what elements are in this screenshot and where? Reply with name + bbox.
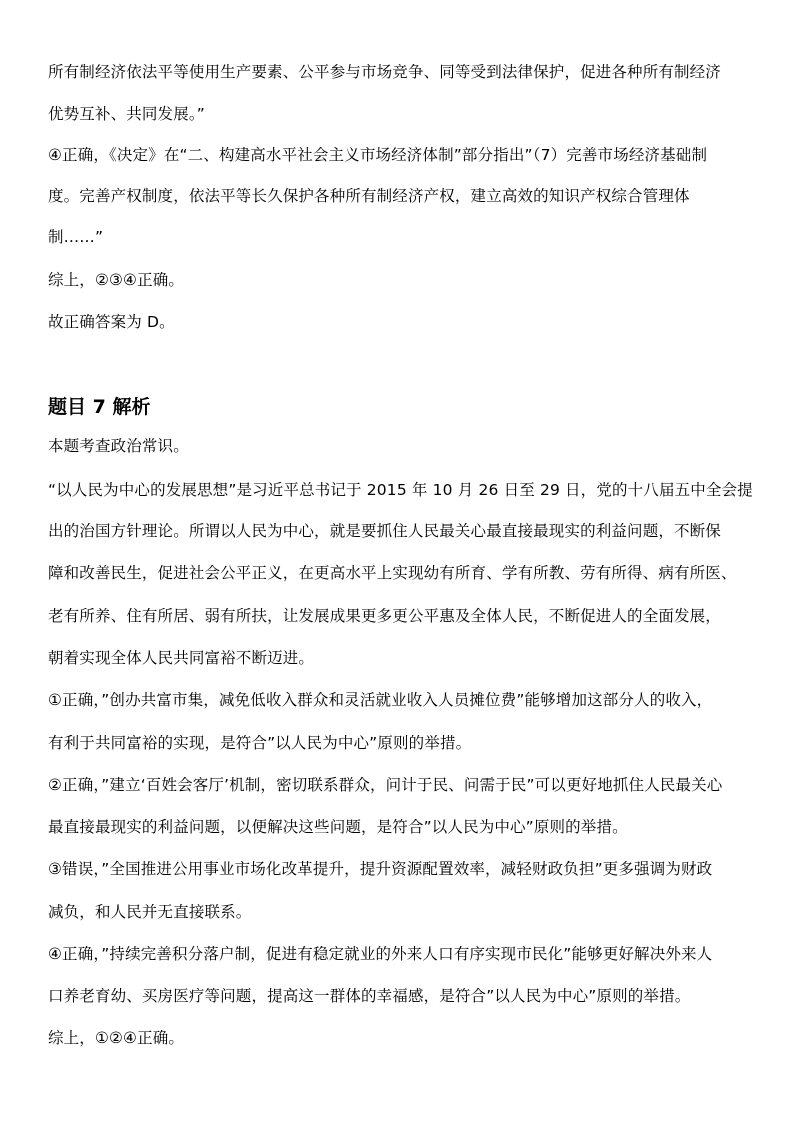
paragraph-line: 优势互补、共同发展。”: [48, 105, 205, 123]
paragraph-line: “以人民为中心的发展思想”是习近平总书记于 2015 年 10 月 26 日至 29 日，党的十八届五中全会提: [48, 481, 753, 499]
paragraph-line: ①正确，”创办共富市集，减免低收入群众和灵活就业收入人员摊位费”能够增加这部分人的收入，: [48, 691, 713, 709]
paragraph-line: 朝着实现全体人民共同富裕不断迈进。: [48, 649, 315, 667]
paragraph-line: 度。完善产权制度，依法平等长久保护各种所有制经济产权，建立高效的知识产权综合管理体: [48, 187, 690, 205]
paragraph-line: ②正确，”建立‘百姓会客厅’机制，密切联系群众，问计于民、问需于民”可以更好地抓住人民最关心: [48, 776, 723, 794]
paragraph-line: 综上，①②④正确。: [48, 1029, 185, 1047]
answer-line: 故正确答案为 D。: [48, 313, 175, 331]
paragraph-line: 本题考查政治常识。: [48, 437, 189, 455]
paragraph-line: 减负，和人民并无直接联系。: [48, 903, 252, 921]
paragraph-line: 制……”: [48, 228, 104, 246]
paragraph-line: 综上，②③④正确。: [48, 271, 185, 289]
paragraph-line: 老有所养、住有所居、弱有所扶，让发展成果更多更公平惠及全体人民，不断促进人的全面发展，: [48, 607, 721, 625]
paragraph-line: ③错误，”全国推进公用事业市场化改革提升，提升资源配置效率，减轻财政负担”更多强调为财政: [48, 860, 713, 878]
paragraph-line: 有利于共同富裕的实现，是符合”以人民为中心”原则的举措。: [48, 734, 472, 752]
paragraph-line: 最直接最现实的利益问题，以便解决这些问题，是符合”以人民为中心”原则的举措。: [48, 818, 628, 836]
paragraph-line: 出的治国方针理论。所谓以人民为中心，就是要抓住人民最关心最直接最现实的利益问题，不断保: [48, 522, 721, 540]
paragraph-line: ④正确，”持续完善积分落户制，促进有稳定就业的外来人口有序实现市民化”能够更好解决外来人: [48, 945, 713, 963]
section-heading: 题目 7 解析: [48, 396, 151, 418]
paragraph-line: 口养老育幼、买房医疗等问题，提高这一群体的幸福感，是符合”以人民为中心”原则的举措。: [48, 987, 691, 1005]
paragraph-line: 所有制经济依法平等使用生产要素、公平参与市场竞争、同等受到法律保护，促进各种所有制经济: [48, 63, 721, 81]
paragraph-line: ④正确，《决定》在“二、构建高水平社会主义市场经济体制”部分指出”（7）完善市场经济基础制: [48, 146, 708, 164]
paragraph-line: 障和改善民生，促进社会公平正义，在更高水平上实现幼有所育、学有所教、劳有所得、病有所医、: [48, 564, 737, 582]
